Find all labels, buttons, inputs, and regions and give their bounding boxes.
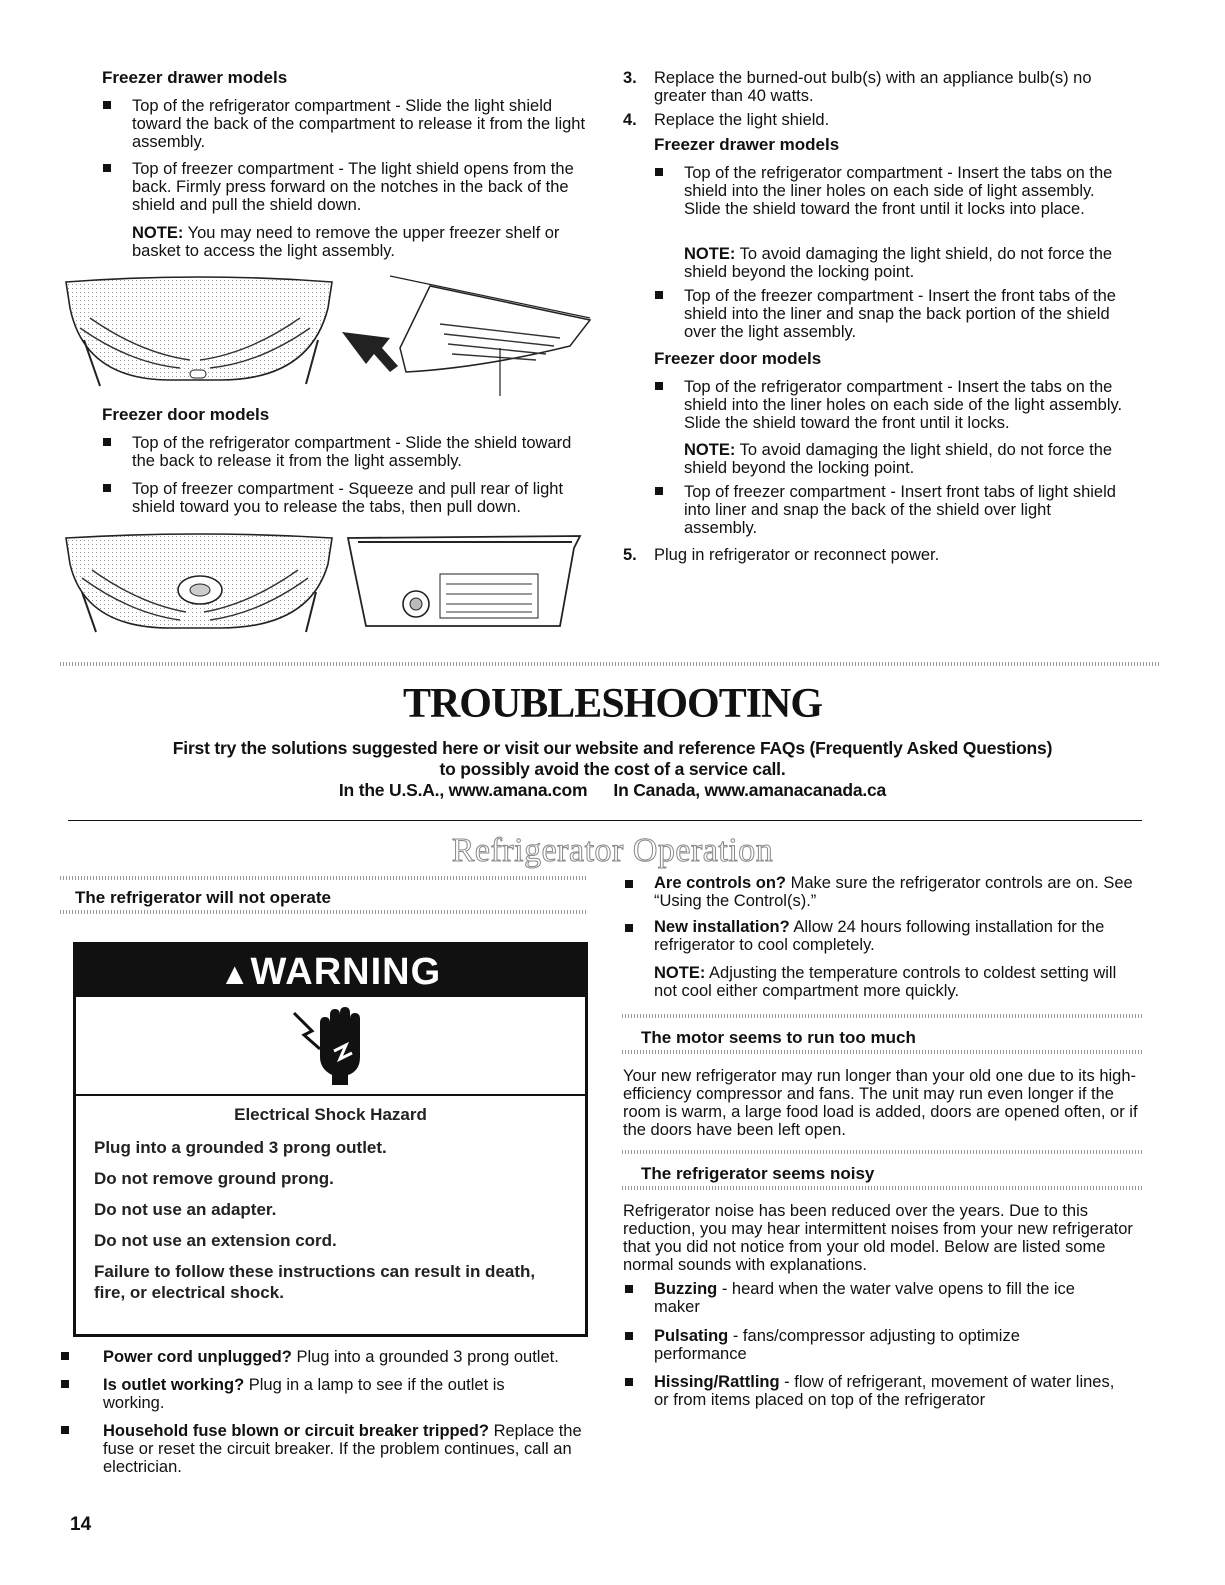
warning-box (73, 942, 588, 1337)
sound-desc: - heard when the water valve opens to fill the ice maker (654, 1280, 1075, 1316)
bullet (655, 487, 663, 495)
warning-line: Do not use an extension cord. (94, 1231, 337, 1250)
question: Are controls on? (654, 874, 787, 892)
answer: Plug into a grounded 3 prong outlet. (296, 1348, 559, 1366)
list-item: Top of freezer compartment - The light shield opens from the back. Firmly press forward on the notches in the back of the shield and pull the shield down. (132, 160, 574, 214)
warning-line: Do not remove ground prong. (94, 1169, 334, 1188)
section-title: Refrigerator Operation (451, 832, 774, 869)
list-item (654, 918, 1139, 954)
note-label: NOTE: (132, 224, 184, 242)
warning-line: Do not use an adapter. (94, 1200, 277, 1219)
list-item (654, 1373, 1124, 1409)
section-divider (60, 662, 1160, 666)
bullet (103, 484, 111, 492)
list-item: Top of the refrigerator compartment - Slide the light shield toward the back of the compartment to release it from the light assembly. (132, 97, 586, 151)
note-text: To avoid damaging the light shield, do not force the shield beyond the locking point. (684, 441, 1113, 477)
warning-divider (76, 1094, 585, 1096)
motor-heading: The motor seems to run too much (641, 1028, 916, 1047)
note-label: NOTE: (654, 964, 706, 982)
list-item: Top of freezer compartment - Squeeze and pull rear of light shield toward you to release the tabs, then pull down. (132, 480, 564, 516)
note (684, 441, 1124, 477)
note (684, 245, 1124, 281)
question: New installation? (654, 918, 790, 936)
bullet (655, 291, 663, 299)
warning-instructions (94, 1137, 574, 1303)
list-item (103, 1348, 593, 1366)
warning-title: WARNING (250, 951, 442, 993)
question: Power cord unplugged? (103, 1348, 292, 1366)
bullet (655, 382, 663, 390)
sound-desc: - flow of refrigerant, movement of water lines, or from items placed on top of the refrigerator (654, 1373, 1115, 1409)
note-text: To avoid damaging the light shield, do not force the shield beyond the locking point. (684, 245, 1113, 281)
bullet (61, 1352, 69, 1360)
noisy-text: Refrigerator noise has been reduced over the years. Due to this reduction, you may hear intermittent noises from your new refrigerator that you did not notice from your old model. Below are listed some normal sounds with explanations. (623, 1202, 1133, 1274)
step-number: 3. (623, 69, 637, 87)
answer: Replace the fuse or reset the circuit breaker. If the problem continues, call an electrician. (103, 1422, 582, 1476)
heading-rule (60, 876, 588, 880)
list-item: Top of the refrigerator compartment - Slide the shield toward the back to release it from the light assembly. (132, 434, 572, 470)
sound-desc: - fans/compressor adjusting to optimize performance (654, 1327, 1020, 1363)
electric-shock-hand-icon (290, 1005, 370, 1085)
bullet (61, 1426, 69, 1434)
bullet (655, 168, 663, 176)
answer: Plug in a lamp to see if the outlet is working. (103, 1376, 505, 1412)
intro-text (0, 738, 1225, 801)
answer: Make sure the refrigerator controls are on. See “Using the Control(s).” (654, 874, 1133, 910)
hazard-label: Electrical Shock Hazard (234, 1105, 427, 1124)
note-label: NOTE: (684, 441, 736, 459)
question: Is outlet working? (103, 1376, 245, 1394)
sound-name: Pulsating (654, 1327, 729, 1345)
not-operate-heading: The refrigerator will not operate (75, 888, 331, 907)
freezer-drawer-heading: Freezer drawer models (102, 68, 288, 87)
note (132, 224, 592, 260)
motor-text: Your new refrigerator may run longer than your old one due to its high-efficiency compressor and fans. The unit may run even longer if the room is warm, a large food load is added, doors are opened often, or if the doors have been left open. (623, 1067, 1138, 1139)
list-item (103, 1376, 553, 1412)
warning-banner (76, 945, 585, 997)
step-3: Replace the burned-out bulb(s) with an appliance bulb(s) no greater than 40 watts. (654, 69, 1092, 105)
bullet (625, 1378, 633, 1386)
bullet (625, 924, 633, 932)
heading-rule (622, 1050, 1142, 1054)
bullet (103, 101, 111, 109)
sound-name: Hissing/Rattling (654, 1373, 780, 1391)
intro-line: First try the solutions suggested here or visit our website and reference FAQs (Frequently Asked Questions) (172, 738, 1053, 758)
noisy-heading: The refrigerator seems noisy (641, 1164, 875, 1183)
heading-rule (622, 1186, 1142, 1190)
usa-website: In the U.S.A., www.amana.com (338, 780, 588, 800)
step-number: 5. (623, 546, 637, 564)
heading-rule (622, 1150, 1142, 1154)
bullet (103, 438, 111, 446)
heading-rule (60, 910, 588, 914)
warning-line: fire, or electrical shock. (94, 1283, 284, 1302)
canada-website: In Canada, www.amanacanada.ca (613, 780, 887, 800)
step-4: Replace the light shield. (654, 111, 830, 129)
step-5: Plug in refrigerator or reconnect power. (654, 546, 940, 564)
warning-line: Failure to follow these instructions can result in death, (94, 1262, 536, 1281)
warning-triangle-icon: ▲ (219, 958, 251, 991)
list-item (654, 1280, 1124, 1316)
freezer-door-heading-2: Freezer door models (654, 349, 822, 368)
list-item (103, 1422, 593, 1476)
sound-name: Buzzing (654, 1280, 718, 1298)
bullet (625, 880, 633, 888)
list-item (654, 874, 1139, 910)
warning-line: Plug into a grounded 3 prong outlet. (94, 1138, 387, 1157)
page-title: TROUBLESHOOTING (402, 681, 823, 727)
bullet (625, 1285, 633, 1293)
list-item: Top of freezer compartment - Insert front tabs of light shield into liner and snap the back of the shield over light assembly. (684, 483, 1116, 537)
note (654, 964, 1139, 1000)
bullet (61, 1380, 69, 1388)
freezer-door-heading: Freezer door models (102, 405, 270, 424)
divider-line (68, 820, 1142, 821)
page-number: 14 (70, 1514, 92, 1535)
bullet (625, 1332, 633, 1340)
website-line (0, 780, 1225, 801)
note-text: Adjusting the temperature controls to coldest setting will not cool either compartment more quickly. (654, 964, 1117, 1000)
freezer-drawer-heading-2: Freezer drawer models (654, 135, 840, 154)
intro-line: to possibly avoid the cost of a service call. (439, 759, 786, 779)
step-number: 4. (623, 111, 637, 129)
list-item (654, 1327, 1074, 1363)
light-shield-door-illustration (60, 528, 600, 640)
question: Household fuse blown or circuit breaker tripped? (103, 1422, 489, 1440)
answer: Allow 24 hours following installation for the refrigerator to cool completely. (654, 918, 1105, 954)
heading-rule (622, 1014, 1142, 1018)
bullet (103, 164, 111, 172)
light-shield-drawer-illustration (60, 268, 600, 398)
note-text: You may need to remove the upper freezer shelf or basket to access the light assembly. (132, 224, 560, 260)
list-item: Top of the freezer compartment - Insert the front tabs of the shield into the liner and snap the back portion of the shield over the light assembly. (684, 287, 1116, 341)
list-item: Top of the refrigerator compartment - Insert the tabs on the shield into the liner holes on each side of light assembly. Slide the shield toward the front until it locks into place. (684, 164, 1113, 218)
note-label: NOTE: (684, 245, 736, 263)
list-item: Top of the refrigerator compartment - Insert the tabs on the shield into the liner holes on each side of the light assembly. Slide the shield toward the front until it locks. (684, 378, 1123, 432)
